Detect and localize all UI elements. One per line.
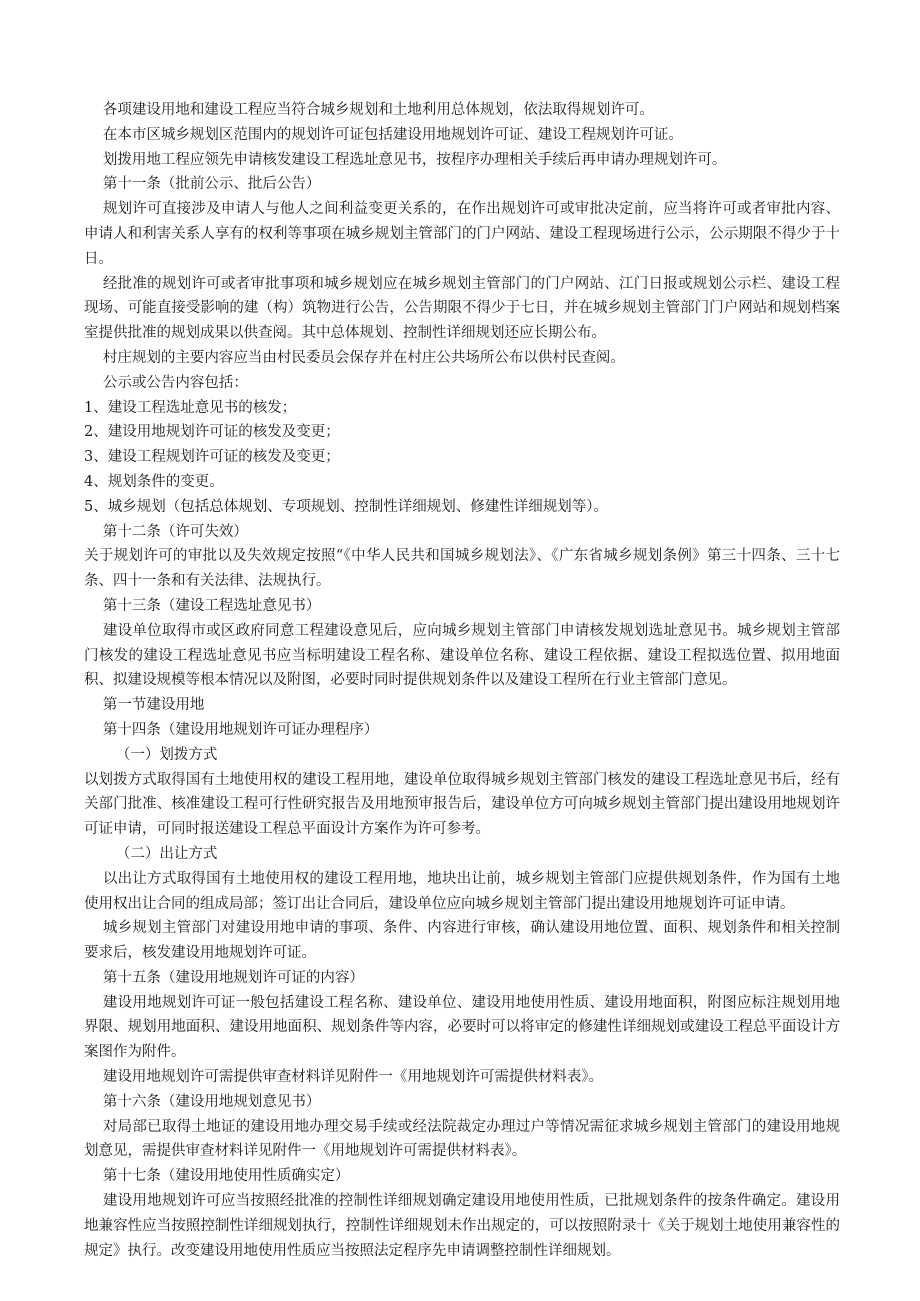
article-12-heading: 第十二条（许可失效） [102, 523, 248, 540]
paragraph-transfer-method: 以出让方式取得国有土地使用权的建设工程用地，地块出让前，城乡规划主管部门应提供规划条件，作为国有土地使用权出让合同的组成局部；签订出让合同后，建设单位应向城乡规划主管部门提出建设用地规划许可证申请。 [84, 870, 840, 912]
list-item-5: 5、城乡规划（包括总体规划、专项规划、控制性详细规划、修建性详细规划等）。 [84, 498, 608, 515]
article-14-heading: 第十四条（建设用地规划许可证办理程序） [102, 721, 379, 738]
paragraph-planning-opinion: 对局部已取得土地证的建设用地办理交易手续或经法院裁定办理过户等情况需征求城乡规划主管部门的建设用地规划意见，需提供审查材料详见附件一《用地规划许可需提供材料表》。 [84, 1118, 840, 1160]
paragraph-permit-expiry: 关于规划许可的审批以及失效规定按照“《中华人民共和国城乡规划法》、《广东省城乡规划条例》第三十四条、三十七条、四十一条和有关法律、法规执行。 [84, 548, 840, 590]
paragraph-publicity-contents: 公示或公告内容包括： [102, 374, 248, 391]
paragraph-general-requirement: 各项建设用地和建设工程应当符合城乡规划和土地利用总体规划，依法取得规划许可。 [102, 102, 654, 118]
article-13-heading: 第十三条（建设工程选址意见书） [102, 597, 321, 614]
article-16-heading: 第十六条（建设用地规划意见书） [102, 1093, 321, 1110]
paragraph-site-selection: 建设单位取得市或区政府同意工程建设意见后，应向城乡规划主管部门申请核发规划选址意见书。城乡规划主管部门核发的建设工程选址意见书应当标明建设工程名称、建设单位名称、建设工程依据、建设工程拟选位置、拟用地面积、拟建设规模等根本情况以及附图，必要时同时提供规划条件以及建设工程所在行业主管部门意见。 [84, 622, 840, 689]
article-11-heading: 第十一条（批前公示、批后公告） [102, 176, 321, 193]
list-item-3: 3、建设工程规划许可证的核发及变更； [84, 449, 340, 466]
subheading-transfer: （二）出让方式 [115, 845, 218, 862]
paragraph-review-issue: 城乡规划主管部门对建设用地申请的事项、条件、内容进行审核，确认建设用地位置、面积、规划条件和相关控制要求后，核发建设用地规划许可证。 [84, 920, 840, 962]
paragraph-allocation-method: 以划拨方式取得国有土地使用权的建设工程用地，建设单位取得城乡规划主管部门核发的建设工程选址意见书后，经有关部门批准、核准建设工程可行性研究报告及用地预审报告后，建设单位方可向城乡规划主管部门提出建设用地规划许可证申请，可同时报送建设工程总平面设计方案作为许可参考。 [84, 771, 840, 838]
article-15-heading: 第十五条（建设用地规划许可证的内容） [102, 969, 364, 986]
paragraph-village-plan: 村庄规划的主要内容应当由村民委员会保存并在村庄公共场所公布以供村民查阅。 [102, 349, 625, 366]
article-17-heading: 第十七条（建设用地使用性质确实定） [102, 1168, 350, 1185]
paragraph-allocated-land: 划拨用地工程应领先申请核发建设工程选址意见书，按程序办理相关手续后再申请办理规划许可。 [102, 151, 727, 168]
paragraph-post-approval-announcement: 经批准的规划许可或者审批事项和城乡规划应在城乡规划主管部门的门户网站、江门日报或规划公示栏、建设工程现场、可能直接受影响的建（构）筑物进行公告，公告期限不得少于七日，并在城乡规划主管部门门户网站和规划档案室提供批准的规划成果以供查阅。其中总体规划、控制性详细规划还应长期公布。 [84, 275, 840, 342]
paragraph-materials-annex-1: 建设用地规划许可需提供审查材料详见附件一《用地规划许可需提供材料表》。 [102, 1069, 604, 1086]
subheading-allocation: （一）划拨方式 [115, 746, 218, 763]
paragraph-permit-content: 建设用地规划许可证一般包括建设工程名称、建设单位、建设用地使用性质、建设用地面积，附图应标注规划用地界限、规划用地面积、建设用地面积、规划条件等内容，必要时可以将审定的修建性详细规划或建设工程总平面设计方案图作为附件。 [84, 994, 840, 1061]
paragraph-land-use-nature: 建设用地规划许可应当按照经批准的控制性详细规划确定建设用地使用性质，已批规划条件的按条件确定。建设用地兼容性应当按照控制性详细规划执行，控制性详细规划未作出规定的，可以按照附录十《关于规划土地使用兼容性的规定》执行。改变建设用地使用性质应当按照法定程序先申请调整控制性详细规划。 [84, 1193, 840, 1259]
list-item-1: 1、建设工程选址意见书的核发； [84, 399, 297, 416]
list-item-2: 2、建设用地规划许可证的核发及变更； [84, 424, 340, 441]
section-1-heading: 第一节建设用地 [102, 697, 205, 714]
list-item-4: 4、规划条件的变更。 [84, 473, 224, 490]
paragraph-pre-approval-publicity: 规划许可直接涉及申请人与他人之间利益变更关系的，在作出规划许可或审批决定前，应当将许可或者审批内容、申请人和利害关系人享有的权利等事项在城乡规划主管部门的门户网站、建设工程现场进行公示，公示期限不得少于十日。 [84, 201, 840, 267]
document-body [84, 98, 840, 1263]
paragraph-permit-scope: 在本市区城乡规划区范围内的规划许可证包括建设用地规划许可证、建设工程规划许可证。 [102, 126, 683, 143]
